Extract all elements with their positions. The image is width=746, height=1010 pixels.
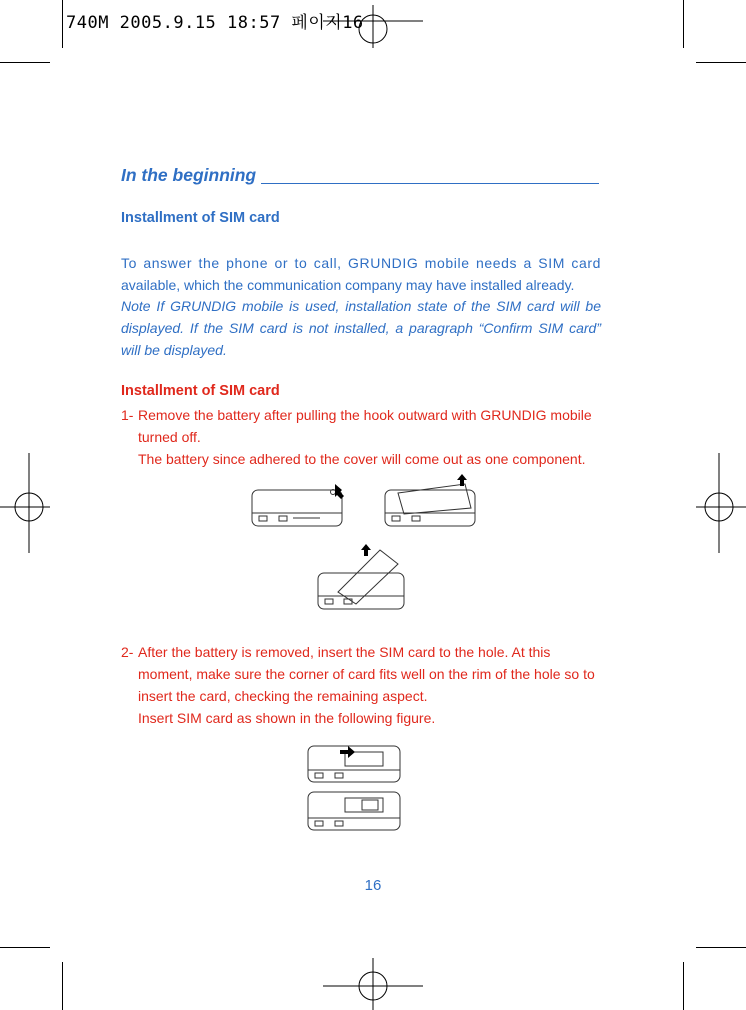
phone-back-illustration: [385, 484, 475, 526]
arrow-icon: [340, 746, 355, 758]
page-number: 16: [364, 877, 382, 894]
step-1: 1- Remove the battery after pulling the hook outward with GRUNDIG mobile turned off. The battery since adhered to the cover will come out as one component.: [121, 404, 611, 470]
step-number: 2-: [121, 644, 134, 660]
phone-back-illustration: [318, 550, 404, 609]
phone-back-illustration: [252, 490, 342, 527]
section1-note: Note If GRUNDIG mobile is used, installation state of the SIM card will be displayed. If the SIM card is not installed, a paragraph “Confirm SIM card” will be displayed.: [121, 298, 601, 358]
registration-target-icon: [0, 453, 50, 553]
page-title: In the beginning: [121, 165, 601, 186]
sim-insertion-figure: [300, 740, 410, 840]
print-header: 740M 2005.9.15 18:57 페이지16: [66, 13, 364, 33]
step-number: 1-: [121, 407, 134, 423]
registration-target-icon: [323, 958, 423, 1010]
battery-removal-figure: [240, 470, 500, 620]
phone-back-illustration: [308, 792, 400, 830]
section2-heading: Installment of SIM card: [121, 383, 280, 399]
registration-target-icon: [696, 453, 746, 553]
registration-target-icon: [323, 5, 423, 48]
section1-heading: Installment of SIM card: [121, 210, 280, 226]
title-rule: [261, 183, 599, 184]
step-2: 2- After the battery is removed, insert the SIM card to the hole. At this moment, make sure the corner of card fits well on the rim of the hole so to insert the card, checking the remaining aspect. Insert SIM card as shown in the following figure.: [121, 641, 611, 729]
section1-paragraph: To answer the phone or to call, GRUNDIG mobile needs a SIM card available, which the communication company may have installed already.: [121, 255, 601, 293]
